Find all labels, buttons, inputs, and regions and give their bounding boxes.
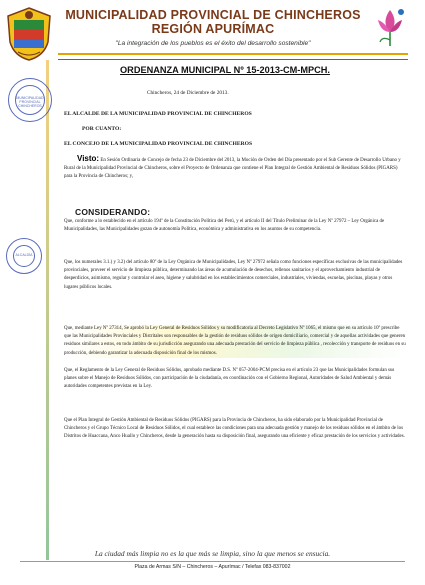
footer-address: Plaza de Armas S/N – Chincheros – Apurímac / Telefax 083-837002 xyxy=(134,564,291,570)
org-tagline: "La integración de los pueblos es el éxito del desarrollo sostenible" xyxy=(115,40,311,47)
org-title-line2: REGIÓN APURÍMAC xyxy=(151,22,275,36)
ordinance-title: ORDENANZA MUNICIPAL Nº 15-2013-CM-MPCH. xyxy=(120,65,330,75)
visto-label: Visto: xyxy=(77,154,100,163)
flower-emblem-icon xyxy=(370,4,410,48)
footer-divider xyxy=(20,561,405,562)
org-title-line1: MUNICIPALIDAD PROVINCIAL DE CHINCHEROS xyxy=(65,8,361,22)
considerando-paragraph-2: Que, los numerales 3.1.) y 3.2) del artículo 80º de la Ley Orgánica de Municipalidades, Ley Nº 27972 señala como funciones específicas exclusivas de las municipalidades provinciales, proveer el servicio de limpieza pública, determinando las áreas de acumulación de desechos, rellenos sanitarios y el aprovechamiento industrial de desperdicios, asimismo, regular y controlar el aseo, higiene y salubridad en los establecimientos comerciales, industriales, viviendas, escuelas, piscinas, playas y otros lugares públicos locales. xyxy=(64,260,403,290)
considerando-paragraph-3: Que, mediante Ley Nº 27314, Se aprobó la Ley General de Residuos Sólidos y su modificatoria al Decreto Legislativo Nº 1065, el mismo que en su artículo 10º prescribe que las Municipalidades Provinciales y Distritales son responsables de la gestión de residuos sólidos de origen domiciliario, comercial y de aquellas actividades que generen residuos similares a estos, en todo ámbito de su jurisdicción asegurando una adecuada prestación del servicio de limpieza pública , recolección y transporte de residuos en su producción, debiendo garantizar la adecuada disposición final de los mismos. xyxy=(64,325,406,358)
seal-stamp-text: MUNICIPALIDAD PROVINCIAL CHINCHEROS xyxy=(16,95,44,108)
alcaldia-stamp-text: ALCALDÍA xyxy=(15,252,33,257)
margin-decoration xyxy=(46,60,49,560)
footer-motto: La ciudad más limpia no es la que más se limpia, sino la que menos se ensucia. xyxy=(94,549,331,558)
header-divider xyxy=(58,53,408,60)
municipal-seal-stamp xyxy=(8,78,52,122)
considerando-heading: CONSIDERANDO: xyxy=(75,207,151,217)
por-cuanto-heading: POR CUANTO: xyxy=(82,126,122,132)
alcalde-heading: EL ALCALDE DE LA MUNICIPALIDAD PROVINCIAL DE CHINCHEROS xyxy=(64,111,252,117)
concejo-heading: EL CONCEJO DE LA MUNICIPALIDAD PROVINCIAL DE CHINCHEROS xyxy=(64,141,253,147)
alcaldia-seal-stamp xyxy=(6,238,42,274)
considerando-paragraph-4: Que, el Reglamento de la Ley General de Residuos Sólidos, aprobado mediante D.S. Nº 057-2004-PCM precisa en el artículo 23 que las Municipalidades formulan sus planes sobre el Manejo de Residuos Sólidos, con participación de la ciudadanía, en coordinación con el Gobierno Regional, Autoridades de Salud Ambiental y demás autoridades competentes previstas en la Ley. xyxy=(64,368,395,390)
visto-text: En Sesión Ordinaria de Concejo de fecha 23 de Diciembre del 2013, la Moción de Orden del Día presentado por el Sub Gerente de Desarrollo Urbano y Rural de la Municipalidad Provincial de Chincheros, sobre el Proyecto de Ordenanza que contiene el Plan Integral de Gestión Ambiental de Residuos Sólidos (PIGARS) para la Provincia de Chincheros; y, xyxy=(64,158,401,180)
org-title xyxy=(58,8,368,36)
document-date: Chincheros, 24 de Diciembre de 2013. xyxy=(147,90,229,96)
visto-paragraph xyxy=(64,155,406,182)
considerando-paragraph-5: Que el Plan Integral de Gestión Ambiental de Residuos Sólidos (PIGARS) para la Provincia de Chincheros, ha sido elaborado por la Municipalidad Provincial de Chincheros y el Grupo Técnico Local de Residuos Sólidos, el cual establece las condiciones para una adecuada gestión y manejo de los residuos sólidos en el ámbito de los Distritos de Huaccana, Anco Huallo y Chincheros, desde la generación hasta su disposición final, asegurando una eficiente y eficaz prestación de los servicios y actividades. xyxy=(64,418,405,440)
municipal-crest-logo xyxy=(4,6,54,62)
considerando-paragraph-1: Que, conforme a lo establecido en el artículo 194º de la Constitución Política del Perú, y el artículo II del Título Preliminar de la Ley Nº 27972 – Ley Orgánica de Municipalidades, las Municipalidades gozan de autonomía Política, económica y administrativa en los asuntos de su competencia. xyxy=(64,219,385,233)
